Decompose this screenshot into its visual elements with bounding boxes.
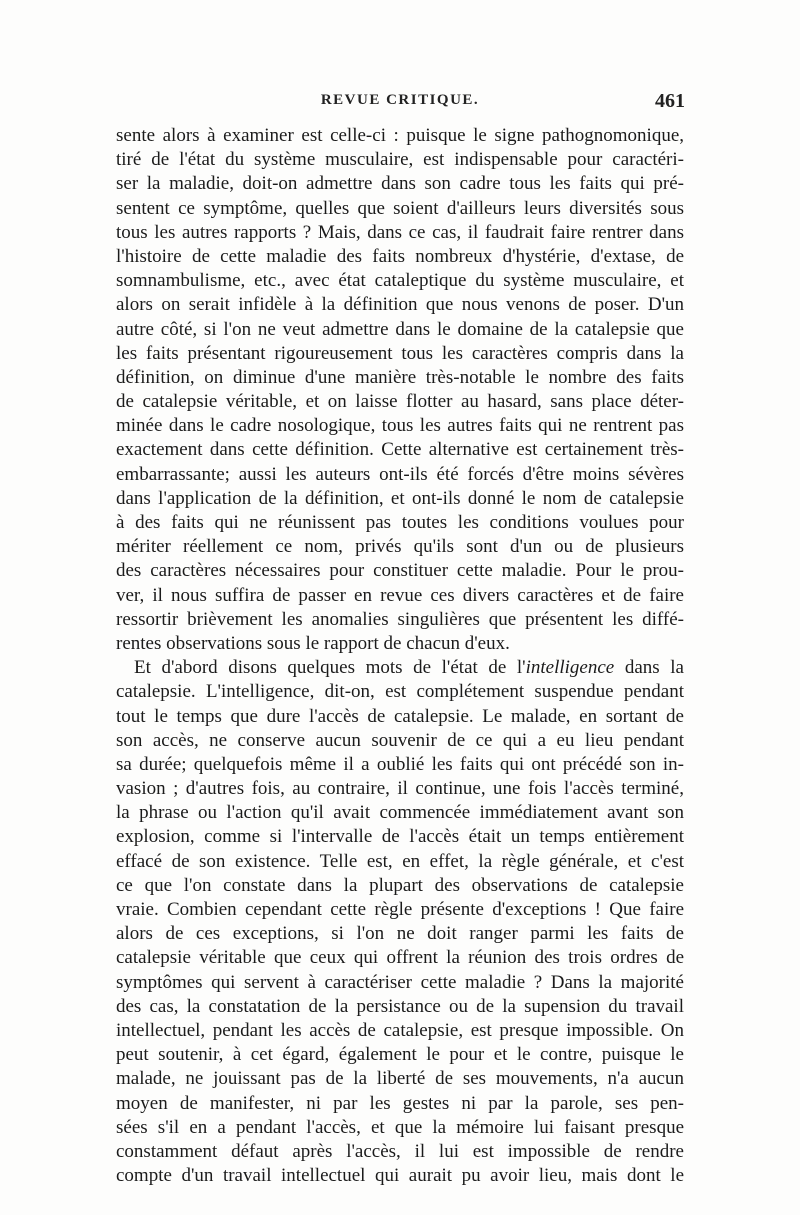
text-line: moyen de manifester, ni par les gestes ni par la parole, ses pen-	[116, 1092, 684, 1114]
text-line: définition, on diminue d'une manière très-notable le nombre des faits	[116, 366, 684, 388]
text-line: ser la maladie, doit-on admettre dans son cadre tous les faits qui pré-	[116, 173, 684, 195]
text-line: vraie. Combien cependant cette règle présente d'exceptions ! Que faire	[116, 899, 684, 920]
running-head	[115, 92, 685, 118]
text-line: explosion, comme si l'intervalle de l'accès était un temps entièrement	[116, 826, 684, 848]
text-line: compte d'un travail intellectuel qui aurait pu avoir lieu, mais dont le	[116, 1165, 684, 1187]
text-line	[116, 656, 684, 680]
text-line: malade, ne jouissant pas de la liberté de ses mouvements, n'a aucun	[116, 1068, 684, 1090]
text-line: ver, il nous suffira de passer en revue ces divers caractères et de faire	[116, 584, 684, 606]
text-line: des cas, la constatation de la persistance ou de la supension du travail	[116, 995, 684, 1017]
text-line: tous les autres rapports ? Mais, dans ce cas, il faudrait faire rentrer dans	[116, 221, 684, 243]
text-line: la phrase ou l'action qu'il avait commencée immédiatement avant son	[116, 802, 684, 824]
text-line: des caractères nécessaires pour constituer cette maladie. Pour le prou-	[116, 560, 684, 582]
italic-word: intelligence	[525, 657, 615, 679]
text-run: dans la	[614, 657, 684, 679]
text-line: son accès, ne conserve aucun souvenir de ce qui a eu lieu pendant	[116, 729, 684, 751]
text-line: les faits présentant rigoureusement tous les caractères compris dans la	[116, 342, 684, 364]
text-line: tiré de l'état du système musculaire, est indispensable pour caractéri-	[116, 149, 684, 171]
text-line: catalepsie. L'intelligence, dit-on, est complétement suspendue pendant	[116, 681, 684, 703]
text-line: rentes observations sous le rapport de chacun d'eux.	[116, 632, 510, 654]
text-line: alors de ces exceptions, si l'on ne doit ranger parmi les faits de	[116, 923, 684, 945]
text-line: vasion ; d'autres fois, au contraire, il continue, une fois l'accès terminé,	[116, 778, 684, 800]
text-line: l'histoire de cette maladie des faits nombreux d'hystérie, d'extase, de	[116, 245, 684, 267]
paragraph-1	[116, 124, 684, 656]
text-line: ce que l'on constate dans la plupart des observations de catalepsie	[116, 874, 684, 896]
text-line: sées s'il en a pendant l'accès, et que la mémoire lui faisant presque	[116, 1116, 684, 1138]
text-line: sente alors à examiner est celle-ci : puisque le signe pathognomonique,	[116, 125, 684, 146]
text-line: exactement dans cette définition. Cette alternative est certainement très-	[116, 439, 684, 461]
page-number: 461	[655, 90, 685, 112]
text-line: symptômes qui servent à caractériser cette maladie ? Dans la majorité	[116, 971, 684, 993]
text-line: effacé de son existence. Telle est, en effet, la règle générale, et c'est	[116, 850, 684, 872]
text-line: à des faits qui ne réunissent pas toutes les conditions voulues pour	[116, 512, 684, 533]
running-title: REVUE CRITIQUE.	[320, 92, 480, 108]
text-line: dans l'application de la définition, et ont-ils donné le nom de catalepsie	[116, 487, 684, 509]
text-line: embarrassante; aussi les auteurs ont-ils été forcés d'être moins sévères	[116, 463, 684, 485]
text-line: alors on serait infidèle à la définition que nous venons de poser. D'un	[116, 294, 684, 316]
text-line: somnambulisme, etc., avec état cataleptique du système musculaire, et	[116, 270, 684, 292]
text-line: catalepsie véritable que ceux qui offrent la réunion des trois ordres de	[116, 947, 684, 969]
text-line: peut soutenir, à cet égard, également le pour et le contre, puisque le	[116, 1044, 684, 1066]
body-text	[116, 124, 684, 1188]
text-line: autre côté, si l'on ne veut admettre dans le domaine de la catalepsie que	[116, 318, 684, 340]
text-line: sa durée; quelquefois même il a oublié les faits qui ont précédé son in-	[116, 753, 684, 775]
text-line: de catalepsie véritable, et on laisse flotter au hasard, sans place déter-	[116, 391, 684, 413]
text-line: sentent ce symptôme, quelles que soient d'ailleurs leurs diversités sous	[116, 197, 684, 219]
text-line: tout le temps que dure l'accès de catalepsie. Le malade, en sortant de	[116, 705, 684, 727]
paragraph-2	[116, 680, 684, 1188]
text-run: Et d'abord disons quelques mots de l'état de l'	[134, 657, 526, 679]
text-line: constamment défaut après l'accès, il lui est impossible de rendre	[116, 1140, 684, 1162]
text-line: intellectuel, pendant les accès de catalepsie, est presque impossible. On	[116, 1019, 684, 1041]
text-line: minée dans le cadre nosologique, tous les autres faits qui ne rentrent pas	[116, 415, 684, 437]
text-line: mériter réellement ce nom, privés qu'ils sont d'un ou de plusieurs	[116, 536, 684, 558]
text-line: ressortir brièvement les anomalies singulières que présentent les diffé-	[116, 608, 684, 630]
